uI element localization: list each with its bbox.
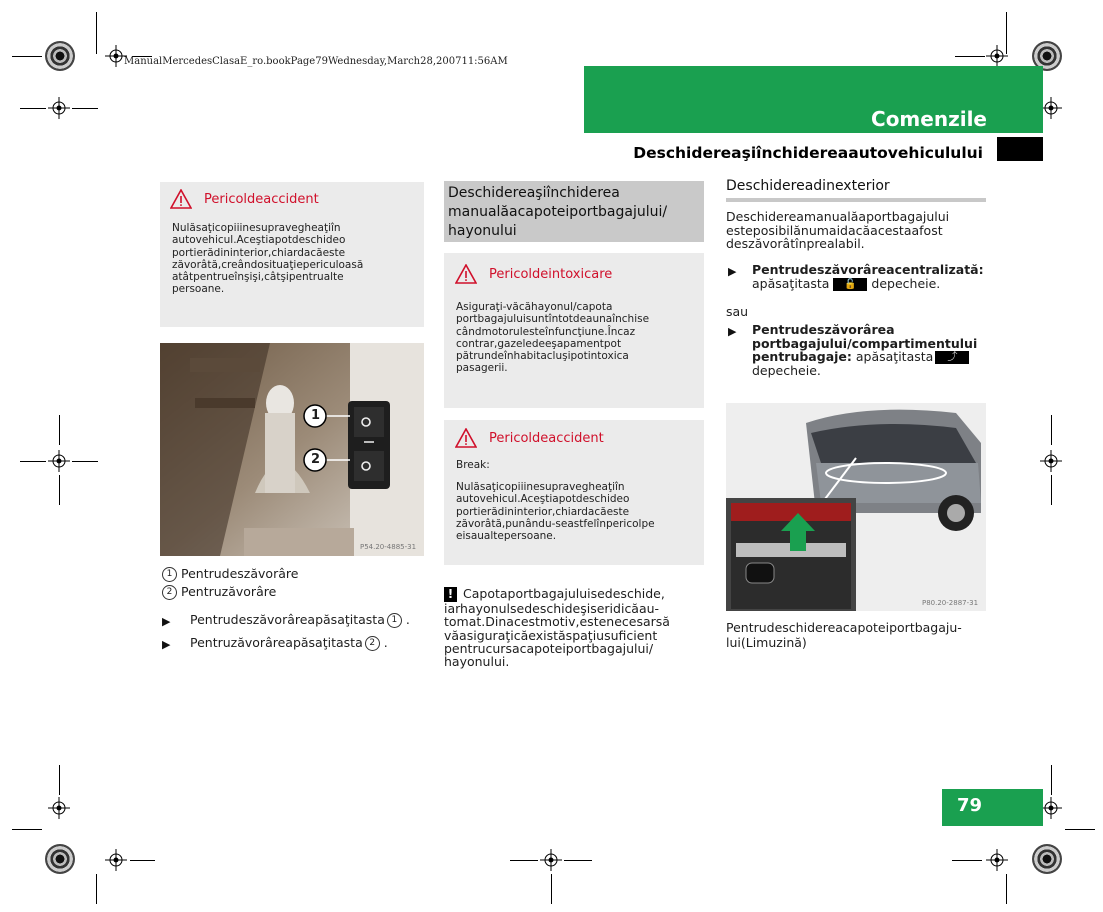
warning-title: Pericoldeaccident: [204, 191, 319, 207]
crop-mark: [955, 56, 985, 57]
crop-mark: [96, 12, 97, 54]
column-heading: Deschidereaşiînchiderea manualăacapoteiportbagajului/ hayonului: [448, 185, 668, 239]
trunk-key-icon: ⤴: [935, 351, 969, 364]
legend-item: 2 Pentruzăvorâre: [162, 583, 298, 601]
crop-mark: [1051, 765, 1052, 795]
crop-mark: [952, 860, 982, 861]
registration-mark-icon: [1040, 450, 1062, 472]
warning-triangle-icon: [455, 264, 477, 284]
crop-mark: [1065, 829, 1095, 830]
crop-mark: [59, 415, 60, 445]
intro-text: Deschidereamanualăaportbagajului esteposibilănumaidacăacestaafost deszăvorâtînprealabil.: [726, 209, 950, 251]
warning-text: Nulăsaţicopiiinesupravegheaţiîn autovehicul.Aceştiapotdeschideo portierădininterior,chiardacăeste zăvorâtă,creândosituaţiepericuloasă atâtpentrueînşişi,câtşipentrualte persoane.: [172, 222, 364, 296]
warning-header: [455, 264, 612, 284]
crop-mark: [12, 56, 42, 57]
or-text: sau: [726, 304, 749, 319]
warning-text: Asiguraţi-văcăhayonul/capota portbagajuluisuntîntotdeaunaînchise cândmotorulesteînfuncţiune.Încaz contrar,gazeledeeşapamentpot pătrundeînhabitacluşipotintoxica pasagerii.: [456, 301, 650, 375]
registration-mark-icon: [105, 849, 127, 871]
crop-mark: [59, 475, 60, 505]
registration-disk: [45, 844, 75, 874]
registration-mark-icon: [986, 45, 1008, 67]
warning-triangle-icon: [455, 428, 477, 448]
warning-triangle-icon: [170, 189, 192, 209]
crop-mark: [20, 461, 46, 462]
registration-mark-icon: [48, 797, 70, 819]
gearshift-photo: [160, 343, 424, 556]
trunk-photo: [726, 403, 986, 611]
photo-code: P54.20-4885-31: [360, 543, 417, 551]
warning-header: [455, 428, 604, 448]
crop-mark: [72, 461, 98, 462]
crop-mark: [551, 874, 552, 904]
crop-mark: [59, 765, 60, 795]
crop-mark: [72, 108, 98, 109]
bullet-item: Pentrudeszăvorârea portbagajului/compartimentului pentrubagaje: apăsaţitasta ⤴ depecheie.: [752, 322, 978, 378]
crop-mark: [510, 860, 538, 861]
registration-mark-icon: [986, 849, 1008, 871]
legend: [162, 565, 298, 601]
crop-mark: [20, 108, 46, 109]
registration-mark-icon: [540, 849, 562, 871]
callout-2: 2: [311, 452, 321, 467]
book-header-line: ManualMercedesClasaE_ro.bookPage79Wednesday,March28,200711:56AM: [124, 56, 508, 67]
registration-mark-icon: [48, 450, 70, 472]
page-subheader: Deschidereaşiînchidereaautovehiculului: [633, 144, 983, 162]
bullet-arrow-icon: ▶: [162, 615, 171, 628]
page-number: 79: [957, 795, 983, 816]
warning-intro: Break:: [456, 459, 490, 471]
bullet-item: Pentruzăvorâreapăsaţitasta 2 .: [190, 635, 388, 650]
crop-mark: [564, 860, 592, 861]
photo-code: P80.20-2887-31: [922, 599, 979, 607]
crop-mark: [96, 874, 97, 904]
registration-mark-icon: [1040, 97, 1062, 119]
warning-title: Pericoldeaccident: [489, 430, 604, 446]
registration-mark-icon: [1040, 797, 1062, 819]
crop-mark: [1051, 415, 1052, 445]
bullet-arrow-icon: ▶: [162, 638, 171, 651]
crop-mark: [12, 829, 42, 830]
warning-title: Pericoldeintoxicare: [489, 266, 613, 282]
warning-header: [170, 189, 319, 209]
bullet-item: Pentrudeszăvorâreapăsaţitasta 1 .: [190, 612, 410, 627]
unlock-key-icon: 🔓: [833, 278, 867, 291]
warning-text: Nulăsaţicopiiinesupravegheaţiîn autovehicul.Aceştiapotdeschideo portierădininterior,chiardacăeste zăvorâtă,punându-seastfelînpericolpe eisaualtepersoane.: [456, 481, 655, 543]
bullet-arrow-icon: ▶: [728, 265, 737, 278]
registration-disk: [1032, 844, 1062, 874]
subheader-marker: [997, 137, 1043, 161]
callout-1: 1: [311, 408, 321, 423]
photo-caption: Pentrudeschidereacapoteiportbagaju- lui(Limuzină): [726, 620, 962, 650]
crop-mark: [1051, 475, 1052, 505]
bullet-arrow-icon: ▶: [728, 325, 737, 338]
exclamation-icon: !: [444, 587, 457, 602]
crop-mark: [130, 860, 155, 861]
section-title: Comenzile: [871, 107, 987, 131]
column-heading: Deschidereadinexterior: [726, 178, 890, 194]
registration-mark-icon: [48, 97, 70, 119]
bullet-item: Pentrudeszăvorâreacentralizată: apăsaţitasta 🔓 depecheie.: [752, 262, 984, 291]
crop-mark: [1006, 874, 1007, 904]
heading-rule: [726, 198, 986, 202]
registration-disk: [45, 41, 75, 71]
legend-item: 1 Pentrudeszăvorâre: [162, 565, 298, 583]
note-text: ! Capotaportbagajuluisedeschide, iarhayonulsedeschideşiseridicăau- tomat.Dinacestmotiv,estenecesarsă văasiguraţicăexistăspaţiusuficient pentrucursacapoteiportbagajului/ hayonului.: [444, 586, 670, 670]
